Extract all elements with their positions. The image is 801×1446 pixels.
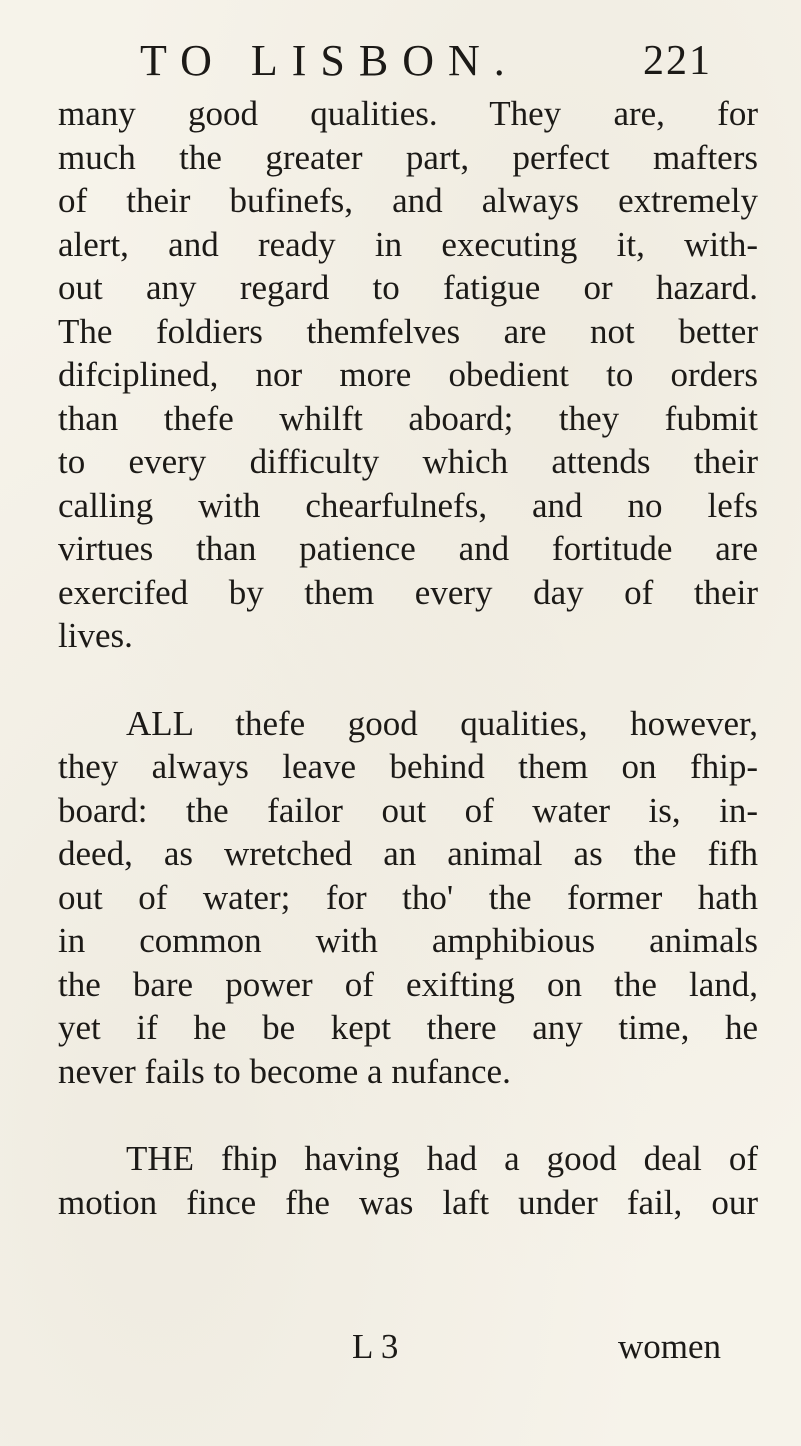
signature-mark: L 3 xyxy=(352,1327,399,1366)
paragraph-gap xyxy=(58,1093,758,1137)
text-line: they always leave behind them on fhip- xyxy=(58,747,758,786)
page-number: 221 xyxy=(643,38,712,84)
text-line: of their bufinefs, and always extremely xyxy=(58,181,758,220)
text-line: calling with chearfulnefs, and no lefs xyxy=(58,485,758,525)
text-line: ALL thefe good qualities, however, xyxy=(126,703,758,743)
paragraph-2 xyxy=(58,702,758,1094)
text-line: difciplined, nor more obedient to orders xyxy=(58,355,758,394)
text-line: never fails to become a nufance. xyxy=(58,1051,511,1091)
catchword: women xyxy=(618,1327,722,1366)
paragraph-3 xyxy=(58,1137,758,1224)
text-line: than thefe whilft aboard; they fubmit xyxy=(58,398,758,438)
text-line: yet if he be kept there any time, he xyxy=(58,1008,758,1047)
text-line: many good qualities. They are, for xyxy=(58,94,758,133)
paragraph-gap xyxy=(58,658,758,702)
text-line: out any regard to fatigue or hazard. xyxy=(58,268,758,307)
paragraph-1 xyxy=(58,92,758,658)
text-line: board: the failor out of water is, in- xyxy=(58,790,758,830)
text-line: deed, as wretched an animal as the fifh xyxy=(58,834,758,873)
text-line: in common with amphibious animals xyxy=(58,921,758,960)
running-head-title: TO LISBON. xyxy=(140,36,519,85)
text-line: much the greater part, perfect mafters xyxy=(58,137,758,177)
text-line: virtues than patience and fortitude are xyxy=(58,529,758,568)
text-line: THE fhip having had a good deal of xyxy=(126,1139,758,1178)
text-line: to every difficulty which attends their xyxy=(58,442,758,481)
catchline xyxy=(0,1325,801,1369)
text-line: The foldiers themfelves are not better xyxy=(58,311,758,351)
text-line: out of water; for tho' the former hath xyxy=(58,877,758,917)
text-line: alert, and ready in executing it, with- xyxy=(58,224,758,264)
text-line: lives. xyxy=(58,616,133,655)
text-line: motion fince fhe was laft under fail, our xyxy=(58,1182,758,1222)
text-line: the bare power of exifting on the land, xyxy=(58,964,758,1004)
running-head xyxy=(140,36,712,86)
text-line: exercifed by them every day of their xyxy=(58,572,758,612)
body-text xyxy=(58,92,758,1224)
